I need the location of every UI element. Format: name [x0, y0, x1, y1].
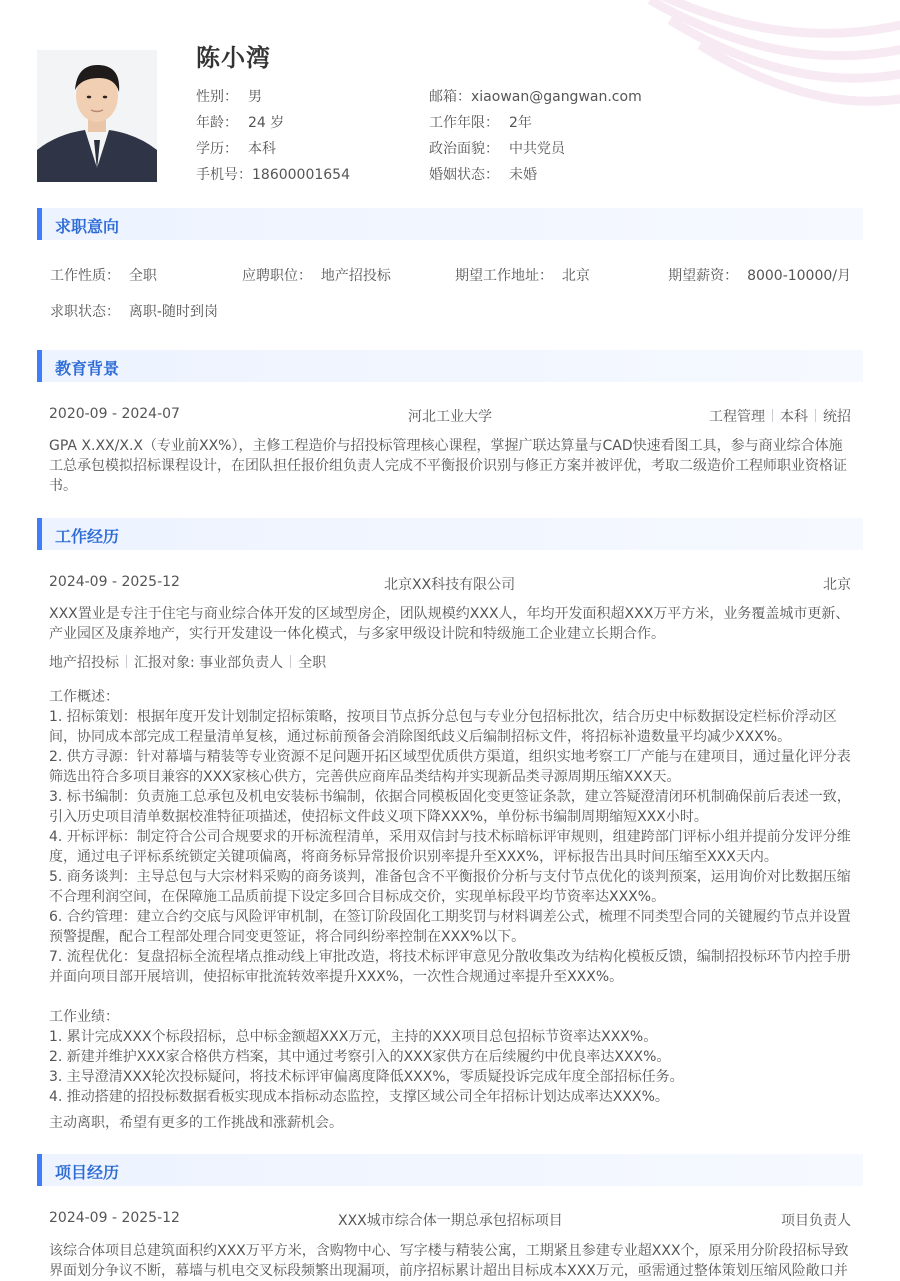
section-header-project [37, 1154, 863, 1186]
work-period: 2024-09 - 2025-12 [49, 574, 180, 590]
project-description: 该综合体项目总建筑面积约XXX万平方米，含购物中心、写字楼与精装公寓，工期紧且参建专业超XXX个，原采用分阶段招标导致 界面划分争议不断，幕墙与机电交叉标段频繁出现漏项，前序招标累计超出目标成本XXX万元，亟需通过整体策划压缩风险敞口并 [49, 1243, 849, 1279]
job-status-value: 离职-随时到岗 [128, 304, 218, 320]
section-accent-bar [37, 518, 42, 550]
work-duties: 工作概述： 1. 招标策划：根据年度开发计划制定招标策略，按项目节点拆分总包与专业分包招标批次，结合历史中标数据设定栏标价浮动区 间，协同成本部完成工程量清单复核，通过标前预备会消除图纸歧义后编制招标文件，将招标补遗数量平均减少XXX%。 2. 供方寻源：针对幕墙与精装等专业资源不足问题开拓区域型优质供方渠道，组织实地考察工厂产能与在建项目，通过量化评分表 筛选出符合多项目兼容的XXX家核心供方，完善供应商库品类结构并实现新品类寻源周期压缩XXX天。 3. 标书编制：负责施工总承包及机电安装标书编制，依据合同模板固化变更签证条款，建立答疑澄清闭环机制确保前后表述一致， 引入历史项目清单数据校准特征项描述，使招标文件歧义项下降XXX%，单份标书编制周期缩短XXX小时。 4. 开标评标：制定符合公司合规要求的开标流程清单，采用双信封与技术标暗标评审规则，组建跨部门评标小组并提前分发评分维 度，通过电子评标系统锁定关键项偏离，将商务标异常报价识别率提升至XXX%，评标报告出具时间压缩至XXX天内。 5. 商务谈判：主导总包与大宗材料采购的商务谈判，准备包含不平衡报价分析与支付节点优化的谈判预案，运用询价对比数据压缩 不合理利润空间，在保障施工品质前提下设定多回合目标成交价，实现单标段平均节资率达XXX%。 6. 合约管理：建立合约交底与风险评审机制，在签订阶段固化工期奖罚与材料调差公式，梳理不同类型合同的关键履约节点并设置 预警提醒，配合工程部处理合同变更签证，将合同纠纷率控制在XXX%以下。 7. 流程优化：复盘招标全流程堵点推动线上审批改造，将技术标评审意见分散收集改为结构化模板反馈，编制招投标环节内控手册 并面向项目部开展培训，使招标审批流转效率提升XXX%，一次性合规通过率提升至XXX%。 工作业绩： 1. 累计完成XXX个标段招标，总中标金额超XXX万元，主持的XXX项目总包招标节资率达XXX%。 2. 新建并维护XXX家合格供方档案，其中通过考察引入的XXX家供方在后续履约中优良率达XXX%。 3. 主导澄清XXX轮次投标疑问，将技术标评审偏离度降低XXX%，零质疑投诉完成年度全部招标任务。 4. 推动搭建的招投标数据看板实现成本指标动态监控，支撑区域公司全年招标计划达成率达XXX%。 [49, 689, 851, 1105]
job-location-value: 北京 [561, 268, 590, 284]
section-accent-bar [37, 1154, 42, 1186]
divider [815, 409, 816, 422]
divider [772, 409, 773, 422]
leave-reason: 主动离职，希望有更多的工作挑战和涨薪机会。 [49, 1115, 343, 1131]
company-description: XXX置业是专注于住宅与商业综合体开发的区域型房企，团队规模约XXX人，年均开发面积超XXX万平方米，业务覆盖城市更新、 产业园区及康养地产，实行开发建设一体化模式，与多家甲级设计院和特级施工企业建立长期合作。 [49, 606, 850, 642]
section-title: 项目经历 [55, 1163, 120, 1182]
project-name: XXX城市综合体一期总承包招标项目 [338, 1213, 563, 1229]
job-salary [668, 265, 851, 285]
email-label: 邮箱： [429, 89, 471, 105]
political-value: 中共党员 [509, 141, 565, 157]
political-row [429, 138, 565, 158]
age-label: 年龄： [196, 115, 238, 131]
education-school: 河北工业大学 [408, 409, 492, 425]
job-salary-label: 期望薪资： [668, 268, 739, 284]
education-level-value: 本科 [248, 141, 276, 157]
work-tag-field: 地产招投标 [49, 655, 119, 671]
political-label: 政治面貌： [429, 141, 499, 157]
section-title: 教育背景 [55, 359, 120, 378]
section-title: 求职意向 [55, 217, 120, 236]
education-period: 2020-09 - 2024-07 [49, 406, 180, 422]
job-location-label: 期望工作地址： [455, 268, 553, 284]
marital-label: 婚姻状态： [429, 167, 499, 183]
phone-label: 手机号： [196, 167, 252, 183]
phone-value: 18600001654 [252, 167, 350, 183]
section-title: 工作经历 [55, 527, 120, 546]
work-tags [49, 652, 326, 672]
section-accent-bar [37, 208, 42, 240]
work-years-row [429, 112, 532, 132]
divider [126, 655, 127, 668]
divider [290, 655, 291, 668]
work-years-label: 工作年限： [429, 115, 499, 131]
education-description: GPA X.XX/X.X（专业前XX%），主修工程造价与招投标管理核心课程，掌握广联达算量与CAD快速看图工具，参与商业综合体施 工总承包模拟招标课程设计，在团队担任报价组负责人完成不平衡报价识别与修正方案并被评优，考取二级造价工程师职业资格证 书。 [49, 438, 847, 494]
job-position [242, 265, 391, 285]
job-position-label: 应聘职位： [242, 268, 312, 284]
job-nature [50, 265, 157, 285]
job-status [50, 301, 218, 321]
job-status-label: 求职状态： [50, 304, 120, 320]
gender-value: 男 [248, 89, 262, 105]
section-accent-bar [37, 350, 42, 382]
age-row [196, 112, 284, 132]
job-location [455, 265, 590, 285]
email-row [429, 86, 642, 106]
work-city: 北京 [823, 577, 851, 593]
work-company: 北京XX科技有限公司 [384, 577, 516, 593]
job-nature-label: 工作性质： [50, 268, 120, 284]
work-tag-report: 汇报对象: 事业部负责人 [134, 655, 284, 671]
work-tag-type: 全职 [298, 655, 327, 671]
email-value: xiaowan@gangwan.com [471, 89, 642, 105]
education-level-row [196, 138, 276, 158]
job-position-value: 地产招投标 [320, 268, 391, 284]
section-header-job-intent [37, 208, 863, 240]
phone-row [196, 164, 350, 184]
gender-row [196, 86, 262, 106]
marital-value: 未婚 [509, 167, 537, 183]
education-degree: 本科 [780, 409, 808, 425]
profile-photo [37, 50, 157, 182]
project-role: 项目负责人 [781, 1213, 851, 1229]
section-header-education [37, 350, 863, 382]
education-major: 工程管理 [709, 409, 765, 425]
education-tags [709, 406, 851, 426]
job-nature-value: 全职 [128, 268, 157, 284]
candidate-name: 陈小湾 [196, 44, 271, 72]
work-years-value: 2年 [509, 115, 532, 131]
education-mode: 统招 [823, 409, 851, 425]
gender-label: 性别： [196, 89, 238, 105]
section-header-work [37, 518, 863, 550]
marital-row [429, 164, 537, 184]
age-value: 24 岁 [248, 115, 285, 131]
project-period: 2024-09 - 2025-12 [49, 1210, 180, 1226]
job-salary-value: 8000-10000/月 [747, 268, 851, 284]
education-level-label: 学历： [196, 141, 238, 157]
